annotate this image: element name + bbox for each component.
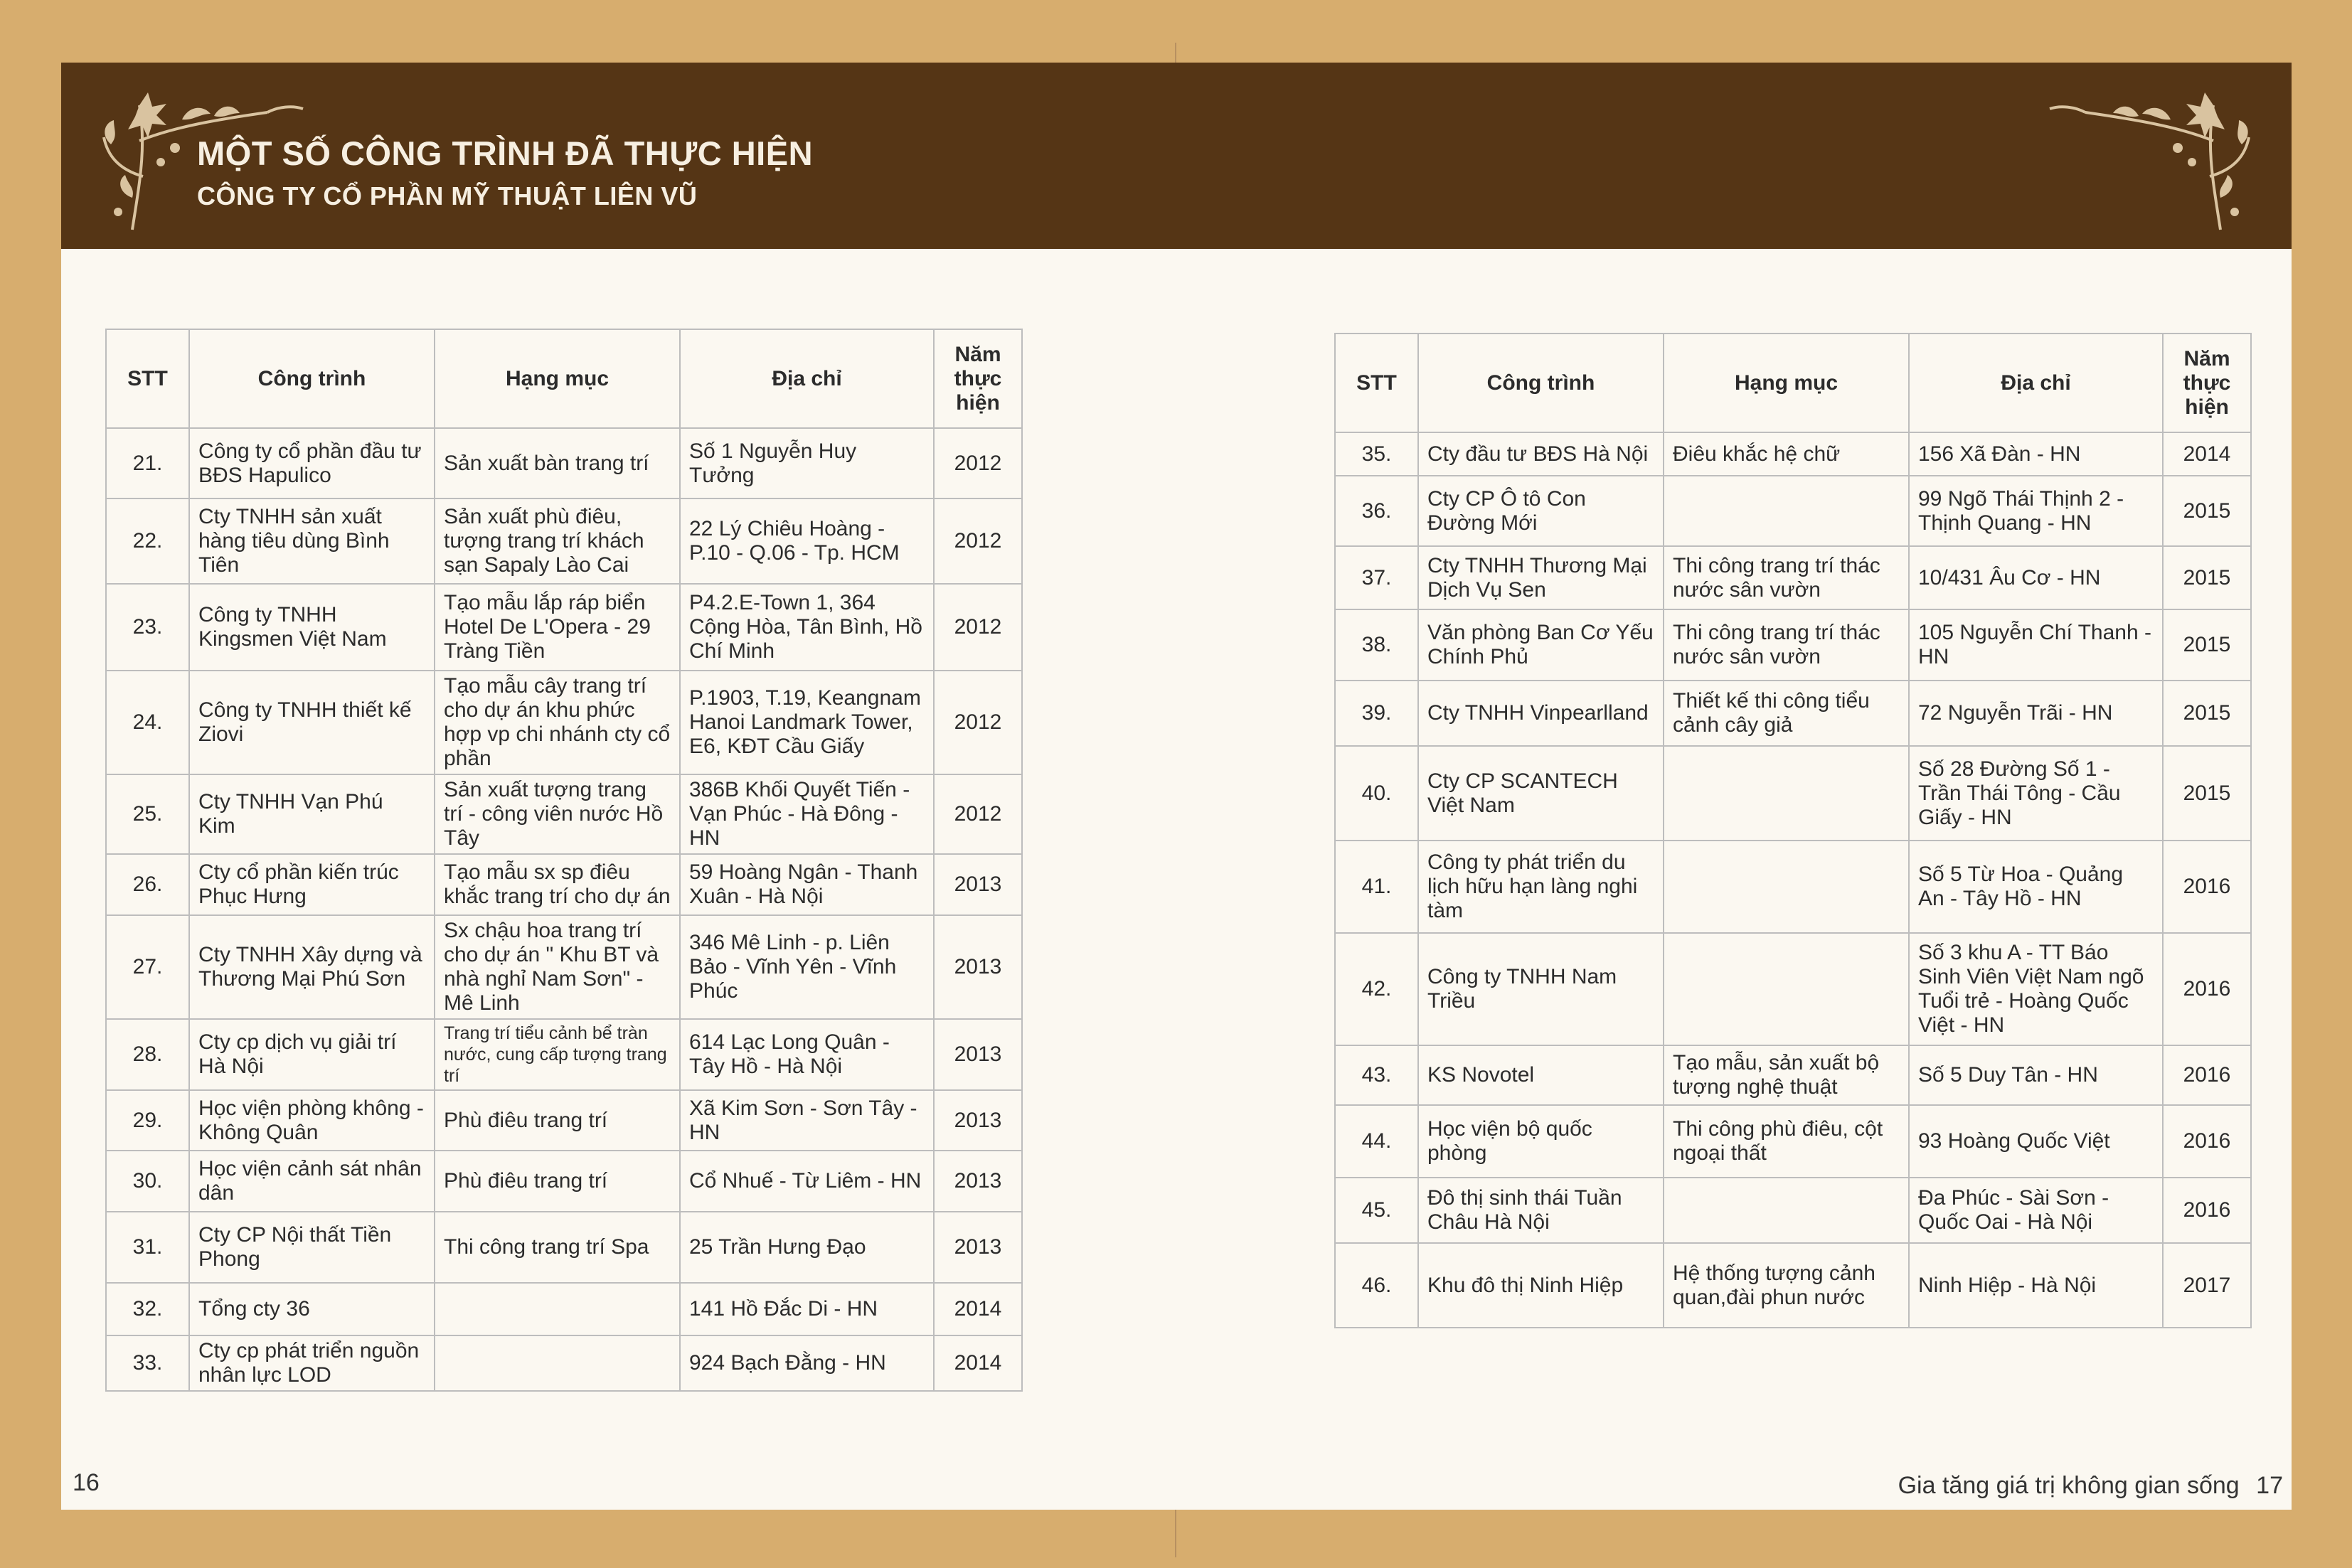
cell-hang-muc: Hệ thống tượng cảnh quan,đài phun nước	[1664, 1243, 1909, 1328]
cell-cong-trinh: Cty CP Ô tô Con Đường Mới	[1418, 476, 1664, 546]
cell-dia-chi: Số 1 Nguyễn Huy Tưởng	[680, 428, 934, 498]
col-dia-chi: Địa chỉ	[1909, 334, 2163, 432]
cell-hang-muc: Trang trí tiểu cảnh bể tràn nước, cung cấp tượng trang trí	[435, 1019, 680, 1090]
cell-hang-muc: Thi công phù điêu, cột ngoại thất	[1664, 1105, 1909, 1178]
left-page	[61, 63, 1177, 1510]
cell-cong-trinh: Cty TNHH Vinpearlland	[1418, 681, 1664, 746]
cell-nam: 2014	[934, 1335, 1022, 1391]
cell-cong-trinh: Tổng cty 36	[189, 1283, 435, 1335]
cell-stt: 33.	[106, 1335, 189, 1391]
table-row	[1335, 1105, 2251, 1178]
col-stt: STT	[106, 329, 189, 428]
cell-dia-chi: 924 Bạch Đằng - HN	[680, 1335, 934, 1391]
col-hang-muc: Hạng mục	[435, 329, 680, 428]
cell-nam: 2013	[934, 854, 1022, 915]
cell-nam: 2014	[934, 1283, 1022, 1335]
cell-nam: 2016	[2163, 1178, 2251, 1243]
cell-hang-muc: Phù điêu trang trí	[435, 1151, 680, 1212]
header-banner-right	[1176, 63, 2292, 249]
cell-dia-chi: Số 5 Duy Tân - HN	[1909, 1045, 2163, 1105]
cell-stt: 22.	[106, 498, 189, 584]
cell-hang-muc	[1664, 746, 1909, 841]
cell-dia-chi: P.1903, T.19, Keangnam Hanoi Landmark Tower, E6, KĐT Cầu Giấy	[680, 671, 934, 774]
cell-nam: 2015	[2163, 609, 2251, 681]
cell-hang-muc: Tạo mẫu sx sp điêu khắc trang trí cho dự án	[435, 854, 680, 915]
cell-dia-chi: Số 5 Từ Hoa - Quảng An - Tây Hồ - HN	[1909, 841, 2163, 933]
table-row	[106, 1151, 1022, 1212]
cell-stt: 31.	[106, 1212, 189, 1283]
table-row	[106, 774, 1022, 854]
cell-hang-muc	[1664, 933, 1909, 1045]
cell-nam: 2013	[934, 1151, 1022, 1212]
cell-hang-muc: Sản xuất tượng trang trí - công viên nước Hồ Tây	[435, 774, 680, 854]
table-row	[106, 428, 1022, 498]
cell-nam: 2014	[2163, 432, 2251, 476]
cell-nam: 2015	[2163, 476, 2251, 546]
cell-nam: 2015	[2163, 746, 2251, 841]
page-title: MỘT SỐ CÔNG TRÌNH ĐÃ THỰC HIỆN	[197, 134, 814, 172]
cell-hang-muc: Tạo mẫu, sản xuất bộ tượng nghệ thuật	[1664, 1045, 1909, 1105]
cell-stt: 39.	[1335, 681, 1418, 746]
cell-cong-trinh: Công ty phát triển du lịch hữu hạn làng nghi tàm	[1418, 841, 1664, 933]
table-row	[106, 671, 1022, 774]
table-row	[1335, 476, 2251, 546]
cell-stt: 35.	[1335, 432, 1418, 476]
cell-stt: 29.	[106, 1090, 189, 1151]
table-row	[106, 915, 1022, 1019]
cell-cong-trinh: Cty TNHH Vạn Phú Kim	[189, 774, 435, 854]
col-hang-muc: Hạng mục	[1664, 334, 1909, 432]
cell-stt: 32.	[106, 1283, 189, 1335]
cell-cong-trinh: Cty CP SCANTECH Việt Nam	[1418, 746, 1664, 841]
cell-dia-chi: 386B Khối Quyết Tiến - Vạn Phúc - Hà Đông - HN	[680, 774, 934, 854]
cell-nam: 2016	[2163, 841, 2251, 933]
cell-dia-chi: 99 Ngõ Thái Thịnh 2 - Thịnh Quang - HN	[1909, 476, 2163, 546]
cell-cong-trinh: Khu đô thị Ninh Hiệp	[1418, 1243, 1664, 1328]
table-row	[1335, 681, 2251, 746]
cell-stt: 44.	[1335, 1105, 1418, 1178]
table-row	[106, 854, 1022, 915]
cell-hang-muc: Sản xuất bàn trang trí	[435, 428, 680, 498]
cell-nam: 2016	[2163, 933, 2251, 1045]
cell-nam: 2013	[934, 1090, 1022, 1151]
table-row	[1335, 1243, 2251, 1328]
cell-dia-chi: 93 Hoàng Quốc Việt	[1909, 1105, 2163, 1178]
table-row	[106, 1090, 1022, 1151]
cell-hang-muc: Phù điêu trang trí	[435, 1090, 680, 1151]
table-row	[106, 498, 1022, 584]
cell-dia-chi: Số 28 Đường Số 1 - Trần Thái Tông - Cầu Giấy - HN	[1909, 746, 2163, 841]
cell-nam: 2015	[2163, 546, 2251, 609]
cell-dia-chi: 141 Hồ Đắc Di - HN	[680, 1283, 934, 1335]
cell-hang-muc: Thi công trang trí thác nước sân vườn	[1664, 609, 1909, 681]
cell-cong-trinh: Công ty TNHH Kingsmen Việt Nam	[189, 584, 435, 671]
cell-stt: 21.	[106, 428, 189, 498]
table-header-row	[1335, 334, 2251, 432]
cell-nam: 2013	[934, 1019, 1022, 1090]
table-header-row	[106, 329, 1022, 428]
cell-stt: 28.	[106, 1019, 189, 1090]
col-stt: STT	[1335, 334, 1418, 432]
header-banner-left	[61, 63, 1177, 249]
projects-table-right	[1334, 333, 2252, 1328]
cell-stt: 25.	[106, 774, 189, 854]
company-subtitle: CÔNG TY CỔ PHẦN MỸ THUẬT LIÊN VŨ	[197, 181, 698, 210]
cell-cong-trinh: Văn phòng Ban Cơ Yếu Chính Phủ	[1418, 609, 1664, 681]
footer-right	[1898, 1472, 2283, 1500]
cell-hang-muc: Tạo mẫu lắp ráp biển Hotel De L'Opera - 29 Tràng Tiền	[435, 584, 680, 671]
cell-dia-chi: 105 Nguyễn Chí Thanh - HN	[1909, 609, 2163, 681]
cell-dia-chi: 22 Lý Chiêu Hoàng - P.10 - Q.06 - Tp. HCM	[680, 498, 934, 584]
cell-nam: 2012	[934, 774, 1022, 854]
cell-stt: 45.	[1335, 1178, 1418, 1243]
cell-cong-trinh: Công ty TNHH Nam Triều	[1418, 933, 1664, 1045]
cell-hang-muc: Sản xuất phù điêu, tượng trang trí khách sạn Sapaly Lào Cai	[435, 498, 680, 584]
right-page	[1176, 63, 2292, 1510]
cell-stt: 41.	[1335, 841, 1418, 933]
table-row	[1335, 746, 2251, 841]
cell-hang-muc: Tạo mẫu cây trang trí cho dự án khu phức hợp vp chi nhánh cty cổ phần	[435, 671, 680, 774]
cell-dia-chi: Xã Kim Sơn - Sơn Tây - HN	[680, 1090, 934, 1151]
cell-stt: 23.	[106, 584, 189, 671]
cell-cong-trinh: Cty cổ phần kiến trúc Phục Hưng	[189, 854, 435, 915]
cell-dia-chi: 59 Hoàng Ngân - Thanh Xuân - Hà Nội	[680, 854, 934, 915]
cell-dia-chi: 156 Xã Đàn - HN	[1909, 432, 2163, 476]
cell-hang-muc	[1664, 1178, 1909, 1243]
cell-nam: 2012	[934, 584, 1022, 671]
cell-nam: 2012	[934, 428, 1022, 498]
cell-nam: 2013	[934, 915, 1022, 1019]
cell-cong-trinh: Cty TNHH sản xuất hàng tiêu dùng Bình Tiên	[189, 498, 435, 584]
cell-nam: 2013	[934, 1212, 1022, 1283]
cell-cong-trinh: Cty cp phát triển nguồn nhân lực LOD	[189, 1335, 435, 1391]
cell-hang-muc: Thiết kế thi công tiểu cảnh cây giả	[1664, 681, 1909, 746]
cell-dia-chi: 614 Lạc Long Quân - Tây Hồ - Hà Nội	[680, 1019, 934, 1090]
page-number-right: 17	[2256, 1472, 2283, 1499]
cell-hang-muc: Điêu khắc hệ chữ	[1664, 432, 1909, 476]
cell-cong-trinh: Học viện bộ quốc phòng	[1418, 1105, 1664, 1178]
cell-hang-muc: Thi công trang trí Spa	[435, 1212, 680, 1283]
cell-hang-muc: Sx chậu hoa trang trí cho dự án " Khu BT và nhà nghỉ Nam Sơn" - Mê Linh	[435, 915, 680, 1019]
col-cong-trinh: Công trình	[189, 329, 435, 428]
cell-dia-chi: 10/431 Âu Cơ - HN	[1909, 546, 2163, 609]
cell-stt: 38.	[1335, 609, 1418, 681]
table-row	[106, 1335, 1022, 1391]
cell-cong-trinh: Cty CP Nội thất Tiền Phong	[189, 1212, 435, 1283]
cell-cong-trinh: Học viện phòng không - Không Quân	[189, 1090, 435, 1151]
table-row	[1335, 609, 2251, 681]
col-nam: Năm thực hiện	[934, 329, 1022, 428]
cell-stt: 46.	[1335, 1243, 1418, 1328]
cell-cong-trinh: Học viện cảnh sát nhân dân	[189, 1151, 435, 1212]
table-row	[1335, 1045, 2251, 1105]
cell-cong-trinh: Cty TNHH Thương Mại Dịch Vụ Sen	[1418, 546, 1664, 609]
table-row	[106, 584, 1022, 671]
cell-hang-muc	[1664, 476, 1909, 546]
col-dia-chi: Địa chỉ	[680, 329, 934, 428]
cell-nam: 2017	[2163, 1243, 2251, 1328]
cell-nam: 2012	[934, 671, 1022, 774]
cell-hang-muc: Thi công trang trí thác nước sân vườn	[1664, 546, 1909, 609]
cell-hang-muc	[1664, 841, 1909, 933]
table-row	[1335, 432, 2251, 476]
cell-stt: 26.	[106, 854, 189, 915]
cell-cong-trinh: Công ty cổ phần đầu tư BĐS Hapulico	[189, 428, 435, 498]
page-number-left: 16	[73, 1469, 100, 1496]
cell-stt: 36.	[1335, 476, 1418, 546]
table-row	[1335, 1178, 2251, 1243]
cell-dia-chi: 72 Nguyễn Trãi - HN	[1909, 681, 2163, 746]
projects-table-left	[105, 329, 1023, 1392]
cell-dia-chi: 346 Mê Linh - p. Liên Bảo - Vĩnh Yên - Vĩnh Phúc	[680, 915, 934, 1019]
cell-stt: 27.	[106, 915, 189, 1019]
cell-nam: 2016	[2163, 1045, 2251, 1105]
cell-nam: 2016	[2163, 1105, 2251, 1178]
table-row	[1335, 546, 2251, 609]
cell-dia-chi: Ninh Hiệp - Hà Nội	[1909, 1243, 2163, 1328]
slogan-text: Gia tăng giá trị không gian sống	[1898, 1472, 2240, 1499]
cell-hang-muc	[435, 1335, 680, 1391]
cell-cong-trinh: Cty TNHH Xây dựng và Thương Mại Phú Sơn	[189, 915, 435, 1019]
cell-nam: 2012	[934, 498, 1022, 584]
col-nam: Năm thực hiện	[2163, 334, 2251, 432]
cell-cong-trinh: Đô thị sinh thái Tuần Châu Hà Nội	[1418, 1178, 1664, 1243]
col-cong-trinh: Công trình	[1418, 334, 1664, 432]
cell-dia-chi: Cổ Nhuế - Từ Liêm - HN	[680, 1151, 934, 1212]
cell-cong-trinh: Cty đầu tư BĐS Hà Nội	[1418, 432, 1664, 476]
cell-nam: 2015	[2163, 681, 2251, 746]
table-row	[1335, 841, 2251, 933]
cell-hang-muc	[435, 1283, 680, 1335]
table-row	[106, 1019, 1022, 1090]
cell-stt: 40.	[1335, 746, 1418, 841]
cell-cong-trinh: Công ty TNHH thiết kế Ziovi	[189, 671, 435, 774]
cell-stt: 42.	[1335, 933, 1418, 1045]
table-row	[106, 1283, 1022, 1335]
cell-cong-trinh: Cty cp dịch vụ giải trí Hà Nội	[189, 1019, 435, 1090]
cell-stt: 30.	[106, 1151, 189, 1212]
table-row	[1335, 933, 2251, 1045]
cell-cong-trinh: KS Novotel	[1418, 1045, 1664, 1105]
floral-ornament-icon	[2036, 77, 2263, 240]
cell-dia-chi: Đa Phúc - Sài Sơn - Quốc Oai - Hà Nội	[1909, 1178, 2163, 1243]
cell-stt: 24.	[106, 671, 189, 774]
cell-stt: 37.	[1335, 546, 1418, 609]
cell-dia-chi: P4.2.E-Town 1, 364 Cộng Hòa, Tân Bình, Hồ Chí Minh	[680, 584, 934, 671]
cell-dia-chi: 25 Trần Hưng Đạo	[680, 1212, 934, 1283]
cell-dia-chi: Số 3 khu A - TT Báo Sinh Viên Việt Nam ngõ Tuổi trẻ - Hoàng Quốc Việt - HN	[1909, 933, 2163, 1045]
cell-stt: 43.	[1335, 1045, 1418, 1105]
table-row	[106, 1212, 1022, 1283]
